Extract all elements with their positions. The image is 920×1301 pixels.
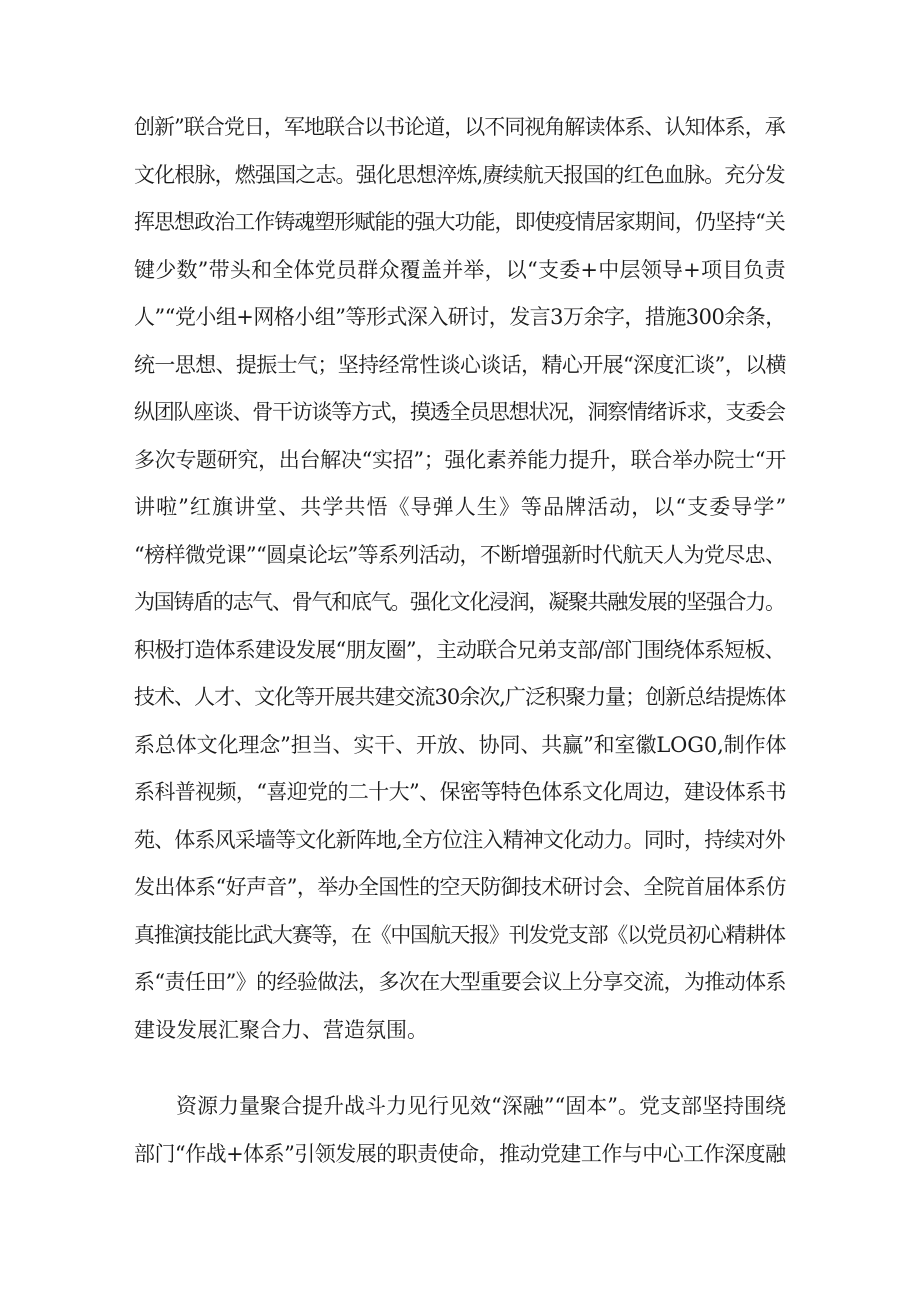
paragraph-line: 统一思想、提振士气；坚持经常性谈心谈话，精心开展“深度汇谈”，以横 [134, 353, 786, 377]
paragraph-line: 真推演技能比武大赛等，在《中国航天报》刊发党支部《以党员初心精耕体 [134, 923, 785, 947]
paragraph-line: 挥思想政治工作铸魂塑形赋能的强大功能，即使疫情居家期间，仍坚持“关 [134, 210, 785, 234]
paragraph-line: 部门“作战+体系”引领发展的职责使命，推动党建工作与中心工作深度融 [134, 1142, 786, 1166]
paragraph-line: 人”“党小组+网格小组”等形式深入研讨，发言3万余字，措施300余条， [134, 305, 786, 329]
paragraph-line: 资源力量聚合提升战斗力见行见效“深融”“固本”。党支部坚持围绕 [176, 1094, 786, 1118]
paragraph-line: 纵团队座谈、骨干访谈等方式，摸透全员思想状况，洞察情绪诉求，支委会 [134, 400, 785, 424]
paragraph-line: 多次专题研究，出台解决“实招”；强化素养能力提升，联合举办院士“开 [134, 448, 786, 472]
paragraph-line: 系“责任田”》的经验做法，多次在大型重要会议上分享交流，为推动体系 [134, 970, 786, 994]
paragraph-line: 系总体文化理念”担当、实干、开放、协同、共赢”和室徽LOG0,制作体 [134, 733, 787, 757]
paragraph-line: 键少数”带头和全体党员群众覆盖并举，以“支委+中层领导+项目负责 [134, 258, 786, 282]
paragraph-line: “榜样微党课”“圆桌论坛”等系列活动，不断增强新时代航天人为党尽忠、 [134, 543, 786, 567]
paragraph-line: 发出体系“好声音”，举办全国性的空天防御技术研讨会、全院首届体系仿 [134, 875, 786, 899]
paragraph-line: 系科普视频，“喜迎党的二十大”、保密等特色体系文化周边，建设体系书 [134, 780, 786, 804]
paragraph-line: 讲啦”红旗讲堂、共学共悟《导弹人生》等品牌活动，以“支委导学” [134, 495, 788, 519]
paragraph-line: 苑、体系风采墙等文化新阵地,全方位注入精神文化动力。同时，持续对外 [134, 828, 785, 852]
paragraph-line: 积极打造体系建设发展“朋友圈”，主动联合兄弟支部/部门围绕体系短板、 [134, 638, 785, 662]
paragraph-line: 建设发展汇聚合力、营造氛围。 [134, 1018, 428, 1042]
paragraph-line: 创新”联合党日，军地联合以书论道，以不同视角解读体系、认知体系，承 [134, 115, 785, 139]
paragraph-line: 文化根脉，燃强国之志。强化思想淬炼,赓续航天报国的红色血脉。充分发 [134, 163, 785, 187]
paragraph-line: 为国铸盾的志气、骨气和底气。强化文化浸润，凝聚共融发展的坚强合力。 [134, 590, 785, 614]
paragraph-line: 技术、人才、文化等开展共建交流30余次,广泛积聚力量；创新总结提炼体 [134, 685, 786, 709]
